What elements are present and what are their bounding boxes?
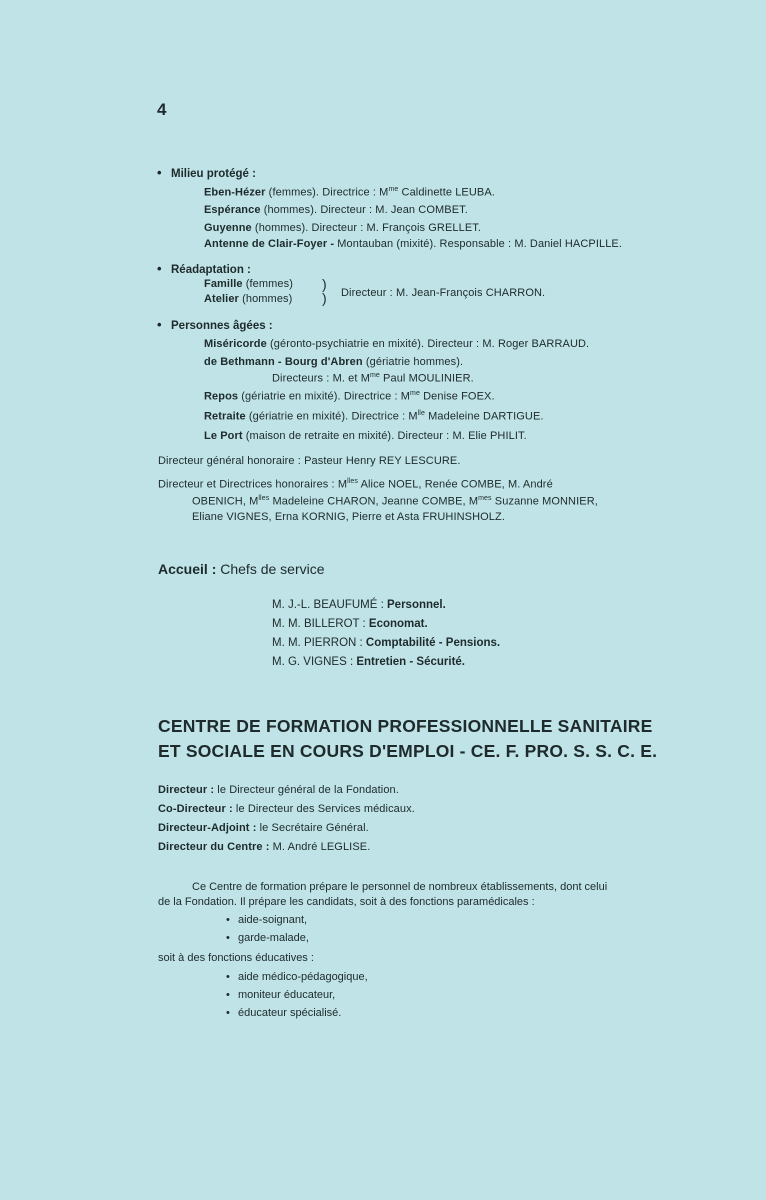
agees-port: Le Port (maison de retraite en mixité). Directeur : M. Elie PHILIT. <box>204 430 527 442</box>
centre-role: Co-Directeur : le Directeur des Services médicaux. <box>158 803 415 815</box>
agees-repos: Repos (gériatrie en mixité). Directrice : $M^{me}$ Denise FOEX. <box>204 390 495 403</box>
milieu-line-4: Antenne de Clair-Foyer - Montauban (mixité). Responsable : M. Daniel HACPILLE. <box>204 238 623 250</box>
chef-item: M. G. VIGNES : Entretien - Sécurité. <box>272 656 465 668</box>
readaptation-famille: Famille (femmes) <box>204 278 294 290</box>
bullet-icon: • <box>157 165 162 180</box>
agees-bethmann: de Bethmann - Bourg d'Abren (gériatrie hommes). <box>204 356 464 368</box>
milieu-line-1: Eben-Hézer (femmes). Directrice : $M^{me}$ Caldinette LEUBA. <box>204 186 495 199</box>
centre-paragraph-line-1: Ce Centre de formation prépare le personnel de nombreux établissements, dont celui <box>192 881 608 893</box>
bullet-icon: • <box>226 932 230 944</box>
bullet-icon: • <box>226 914 230 926</box>
bullet-icon: • <box>157 317 162 332</box>
honorary-line-3: Eliane VIGNES, Erna KORNIG, Pierre et Asta FRUHINSHOLZ. <box>192 511 505 523</box>
honorary-line-1: Directeur et Directrices honoraires : $M^{lles}$ Alice NOEL, Renée COMBE, M. André <box>158 478 553 491</box>
agees-retraite: Retraite (gériatrie en mixité). Directrice : $M^{lle}$ Madeleine DARTIGUE. <box>204 410 544 423</box>
brace-top: ) <box>322 276 327 292</box>
agees-misericorde: Miséricorde (géronto-psychiatrie en mixité). Directeur : M. Roger BARRAUD. <box>204 338 590 350</box>
list-item: • aide médico-pédagogique, <box>226 971 368 983</box>
centre-title-line-2: ET SOCIALE EN COURS D'EMPLOI - CE. F. PRO. S. S. C. E. <box>158 741 658 761</box>
agees-bethmann-directors: Directeurs : M. et $M^{me}$ Paul MOULINIER. <box>272 372 474 385</box>
bullet-icon: • <box>157 261 162 276</box>
honorary-line-2: OBENICH, $M^{lles}$ Madeleine CHARON, Jeanne COMBE, $M^{mes}$ Suzanne MONNIER, <box>192 495 598 508</box>
centre-title-line-1: CENTRE DE FORMATION PROFESSIONNELLE SANITAIRE <box>158 716 653 736</box>
list-item: • aide-soignant, <box>226 914 308 926</box>
section-readaptation-heading: • Réadaptation : <box>157 261 251 276</box>
list-item: • éducateur spécialisé. <box>226 1007 342 1019</box>
bullet-icon: • <box>226 971 230 983</box>
chef-item: M. M. PIERRON : Comptabilité - Pensions. <box>272 637 501 649</box>
section-agees-heading: • Personnes âgées : <box>157 317 273 332</box>
list-item: • garde-malade, <box>226 932 309 944</box>
centre-role: Directeur du Centre : M. André LEGLISE. <box>158 841 371 853</box>
chef-item: M. M. BILLEROT : Economat. <box>272 618 428 630</box>
list-item: • moniteur éducateur, <box>226 989 336 1001</box>
bullet-icon: • <box>226 989 230 1001</box>
milieu-line-3: Guyenne (hommes). Directeur : M. François GRELLET. <box>204 222 482 234</box>
readaptation-atelier: Atelier (hommes) <box>204 293 293 305</box>
brace-bottom: ) <box>322 290 327 306</box>
section-milieu-heading: • Milieu protégé : <box>157 165 256 180</box>
centre-role: Directeur : le Directeur général de la Fondation. <box>158 784 399 796</box>
readaptation-director: Directeur : M. Jean-François CHARRON. <box>341 287 546 299</box>
page-number: 4 <box>157 100 167 119</box>
accueil-heading: Accueil : Chefs de service <box>158 561 325 577</box>
centre-paragraph-line-3: soit à des fonctions éducatives : <box>158 952 314 964</box>
centre-paragraph-line-2: de la Fondation. Il prépare les candidats, soit à des fonctions paramédicales : <box>158 896 535 908</box>
milieu-line-2: Espérance (hommes). Directeur : M. Jean COMBET. <box>204 204 468 216</box>
bullet-icon: • <box>226 1007 230 1019</box>
honorary-director: Directeur général honoraire : Pasteur Henry REY LESCURE. <box>158 455 461 467</box>
centre-role: Directeur-Adjoint : le Secrétaire Général. <box>158 822 369 834</box>
chef-item: M. J.-L. BEAUFUMÉ : Personnel. <box>272 599 446 611</box>
